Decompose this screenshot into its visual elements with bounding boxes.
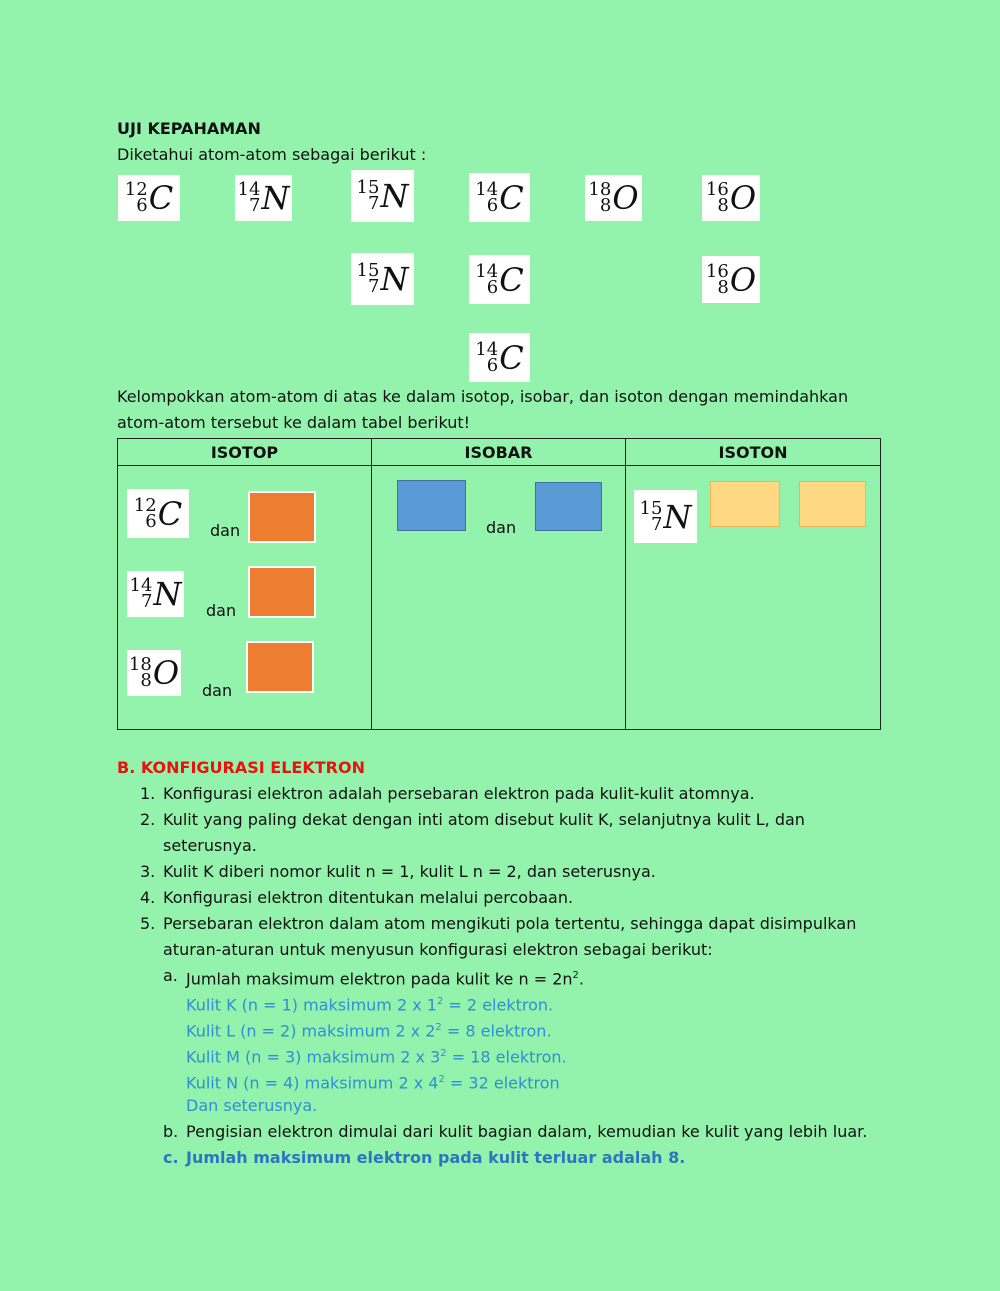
atom-card[interactable] (469, 255, 530, 304)
placed-atom-card[interactable] (634, 490, 697, 543)
shell-line (186, 989, 553, 1018)
sub-letter: c. (163, 1148, 179, 1167)
atomic-number: 8 (717, 276, 729, 298)
shell-tail: = 8 elektron. (441, 1021, 552, 1041)
isobar-drop-zone[interactable] (397, 480, 466, 531)
atomic-number: 8 (599, 195, 612, 216)
atomic-number: 8 (717, 195, 729, 216)
superscript: 2 (572, 970, 579, 981)
element-symbol: C (499, 260, 524, 299)
atomic-number: 6 (136, 195, 148, 216)
element-symbol: N (380, 260, 409, 298)
atomic-number: 7 (368, 193, 380, 214)
connector-text: dan (486, 518, 517, 537)
instruction-line-1: Kelompokkan atom-atom di atas ke dalam isotop, isobar, dan isoton dengan memindahkan (117, 387, 849, 406)
section-b-title: B. KONFIGURASI ELEKTRON (117, 758, 365, 777)
shell-tail: = 2 elektron. (443, 995, 554, 1015)
mass-number: 15 (639, 497, 663, 519)
sub-item-b: Pengisian elektron dimulai dari kulit bagian dalam, kemudian ke kulit yang lebih luar. (186, 1122, 868, 1141)
connector-text: dan (206, 601, 237, 620)
element-symbol: C (157, 494, 183, 533)
instruction-line-2: atom-atom tersebut ke dalam tabel berikut! (117, 413, 471, 432)
superscript: 2 (440, 1048, 447, 1059)
superscript: 2 (435, 1022, 442, 1033)
superscript: 2 (436, 996, 444, 1007)
element-symbol: C (499, 178, 524, 217)
atomic-number: 7 (651, 513, 663, 535)
shell-etc: Dan seterusnya. (186, 1096, 318, 1115)
shell-text: Kulit L (n = 2) maksimum 2 x 2 (186, 1021, 436, 1041)
connector-text: dan (210, 521, 241, 540)
isobar-drop-zone[interactable] (535, 482, 602, 531)
atomic-number: 7 (368, 276, 380, 297)
element-symbol: O (612, 179, 639, 217)
atom-card[interactable] (351, 253, 414, 305)
connector-text: dan (202, 681, 233, 700)
sub-item-c: Jumlah maksimum elektron pada kulit terluar adalah 8. (186, 1148, 686, 1167)
header-isobar: ISOBAR (372, 439, 626, 466)
isotop-drop-zone[interactable] (248, 491, 316, 543)
list-item: Persebaran elektron dalam atom mengikuti pola tertentu, sehingga dapat disimpulkan (163, 914, 857, 933)
atomic-number: 6 (486, 276, 499, 298)
mass-number: 14 (475, 338, 499, 360)
atom-card[interactable] (469, 333, 530, 382)
atom-card[interactable] (585, 175, 642, 221)
element-symbol: O (729, 260, 757, 299)
placed-atom-card[interactable] (127, 489, 189, 538)
sub-item-a-text: Jumlah maksimum elektron pada kulit ke n = 2n (186, 969, 573, 989)
list-number: 3. (140, 862, 156, 881)
isotop-drop-zone[interactable] (248, 566, 316, 618)
shell-text: Kulit N (n = 4) maksimum 2 x 4 (186, 1073, 439, 1093)
placed-atom-card[interactable] (127, 650, 181, 696)
sub-item-a (186, 963, 584, 992)
mass-number: 14 (237, 179, 261, 200)
mass-number: 18 (588, 179, 612, 200)
mass-number: 12 (124, 179, 148, 200)
list-number: 4. (140, 888, 156, 907)
list-item: Konfigurasi elektron adalah persebaran elektron pada kulit-kulit atomnya. (163, 784, 755, 803)
header-isoton: ISOTON (626, 439, 881, 466)
atomic-number: 6 (145, 510, 157, 532)
isotop-drop-zone[interactable] (246, 641, 314, 693)
atomic-number: 7 (141, 591, 153, 612)
mass-number: 12 (133, 494, 157, 516)
element-symbol: N (153, 575, 182, 613)
mass-number: 18 (128, 654, 152, 675)
sub-letter: a. (163, 966, 178, 985)
sub-item-a-tail: . (578, 969, 584, 989)
list-item: Kulit yang paling dekat dengan inti atom disebut kulit K, selanjutnya kulit L, dan (163, 810, 805, 829)
atomic-number: 8 (140, 670, 152, 691)
placed-atom-card[interactable] (127, 571, 184, 617)
list-item-continuation: seterusnya. (163, 836, 257, 855)
element-symbol: C (148, 179, 174, 217)
shell-line (186, 1067, 560, 1096)
header-isotop: ISOTOP (118, 439, 372, 466)
mass-number: 16 (705, 179, 729, 200)
element-symbol: N (380, 177, 409, 215)
list-number: 5. (140, 914, 156, 933)
element-symbol: C (499, 338, 524, 377)
element-symbol: N (663, 497, 692, 536)
shell-tail: = 18 elektron. (446, 1047, 567, 1067)
element-symbol: O (152, 654, 180, 692)
superscript: 2 (438, 1074, 445, 1085)
isoton-drop-zone[interactable] (710, 481, 780, 527)
list-number: 1. (140, 784, 156, 803)
element-symbol: N (261, 179, 290, 217)
mass-number: 14 (129, 575, 153, 596)
isoton-drop-zone[interactable] (799, 481, 866, 527)
shell-line (186, 1015, 552, 1044)
atomic-number: 7 (249, 195, 261, 216)
atom-card[interactable] (235, 175, 292, 221)
atom-card[interactable] (118, 175, 180, 221)
mass-number: 14 (475, 260, 499, 282)
list-item: Konfigurasi elektron ditentukan melalui percobaan. (163, 888, 574, 907)
mass-number: 15 (356, 177, 380, 198)
list-item: Kulit K diberi nomor kulit n = 1, kulit L n = 2, dan seterusnya. (163, 862, 656, 881)
mass-number: 15 (356, 260, 380, 281)
mass-number: 16 (705, 260, 729, 282)
atom-card[interactable] (469, 173, 530, 222)
shell-text: Kulit K (n = 1) maksimum 2 x 1 (186, 995, 437, 1015)
sub-letter: b. (163, 1122, 179, 1141)
list-item-continuation: aturan-aturan untuk menyusun konfigurasi elektron sebagai berikut: (163, 940, 713, 959)
atomic-number: 6 (486, 194, 499, 216)
intro-text: Diketahui atom-atom sebagai berikut : (117, 145, 427, 164)
atomic-number: 6 (486, 354, 499, 376)
shell-text: Kulit M (n = 3) maksimum 2 x 3 (186, 1047, 441, 1067)
element-symbol: O (729, 179, 757, 217)
shell-tail: = 32 elektron (444, 1073, 560, 1093)
section-heading: UJI KEPAHAMAN (117, 119, 261, 138)
mass-number: 14 (475, 178, 499, 200)
atom-card[interactable] (351, 170, 414, 222)
shell-line (186, 1041, 567, 1070)
atom-card[interactable] (702, 256, 760, 303)
list-number: 2. (140, 810, 156, 829)
atom-card[interactable] (702, 175, 760, 221)
